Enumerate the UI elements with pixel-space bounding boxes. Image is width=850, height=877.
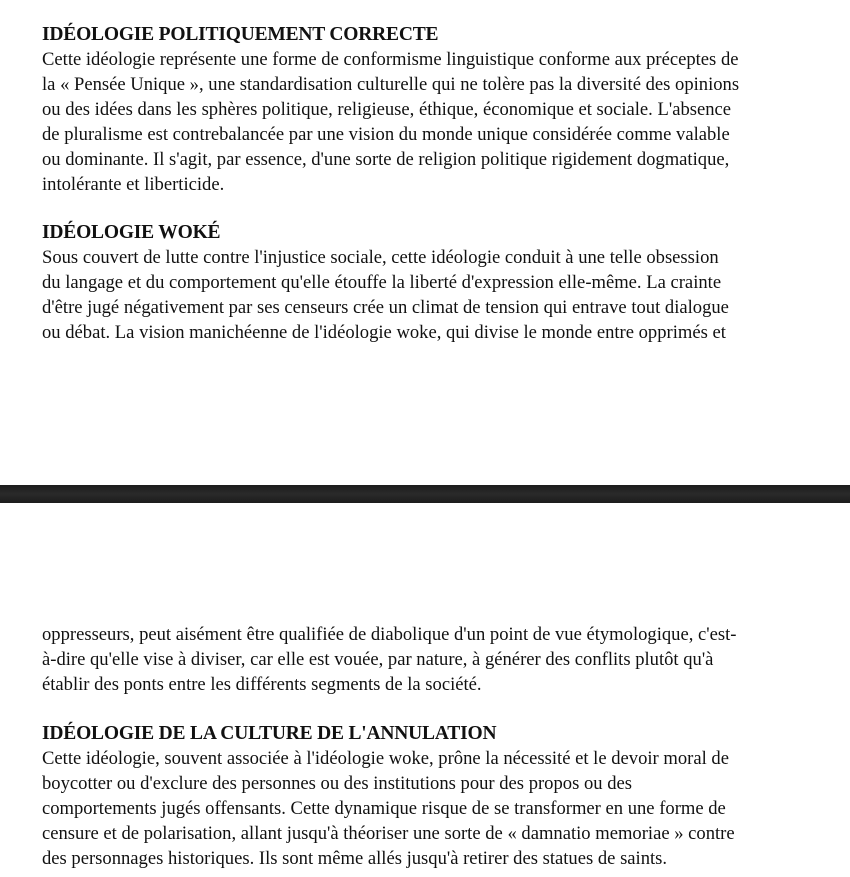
paragraph-line: comportements jugés offensants. Cette dynamique risque de se transformer en une forme de [42, 798, 726, 819]
document-page-bottom [0, 503, 850, 877]
page-separator [0, 485, 850, 503]
paragraph-line: Cette idéologie représente une forme de conformisme linguistique conforme aux préceptes de [42, 49, 739, 70]
paragraph-line: du langage et du comportement qu'elle étouffe la liberté d'expression elle-même. La crainte [42, 272, 722, 293]
paragraph-line: censure et de polarisation, allant jusqu'à théoriser une sorte de « damnatio memoriae » contre [42, 823, 735, 844]
paragraph-line: établir des ponts entre les différents segments de la société. [42, 674, 482, 695]
paragraph-line: la « Pensée Unique », une standardisation culturelle qui ne tolère pas la diversité des opinions [42, 74, 740, 95]
section-heading: IDÉOLOGIE POLITIQUEMENT CORRECTE [42, 24, 439, 45]
paragraph-line: Sous couvert de lutte contre l'injustice sociale, cette idéologie conduit à une telle obsession [42, 247, 719, 268]
section-heading: IDÉOLOGIE DE LA CULTURE DE L'ANNULATION [42, 723, 497, 744]
paragraph-line: oppresseurs, peut aisément être qualifiée de diabolique d'un point de vue étymologique, c'est- [42, 624, 737, 645]
section-woke-continued [42, 622, 736, 697]
paragraph-line: ou dominante. Il s'agit, par essence, d'une sorte de religion politique rigidement dogmatique, [42, 149, 730, 170]
paragraph-line: boycotter ou d'exclure des personnes ou des institutions pour des propos ou des [42, 773, 632, 794]
section-woke [42, 220, 729, 345]
paragraph-line: à-dire qu'elle vise à diviser, car elle est vouée, par nature, à générer des conflits plutôt qu'à [42, 649, 714, 670]
section-politiquement-correcte [42, 22, 739, 197]
paragraph-line: des personnages historiques. Ils sont même allés jusqu'à retirer des statues de saints. [42, 848, 668, 869]
section-culture-annulation [42, 721, 735, 871]
paragraph-line: ou débat. La vision manichéenne de l'idéologie woke, qui divise le monde entre opprimés et [42, 322, 726, 343]
section-heading: IDÉOLOGIE WOKÉ [42, 222, 221, 243]
paragraph-line: de pluralisme est contrebalancée par une vision du monde unique considérée comme valable [42, 124, 730, 145]
paragraph-line: intolérante et liberticide. [42, 174, 225, 195]
paragraph-line: d'être jugé négativement par ses censeurs crée un climat de tension qui entrave tout dialogue [42, 297, 729, 318]
paragraph-line: Cette idéologie, souvent associée à l'idéologie woke, prône la nécessité et le devoir moral de [42, 748, 729, 769]
paragraph-line: ou des idées dans les sphères politique, religieuse, éthique, économique et sociale. L'absence [42, 99, 732, 120]
